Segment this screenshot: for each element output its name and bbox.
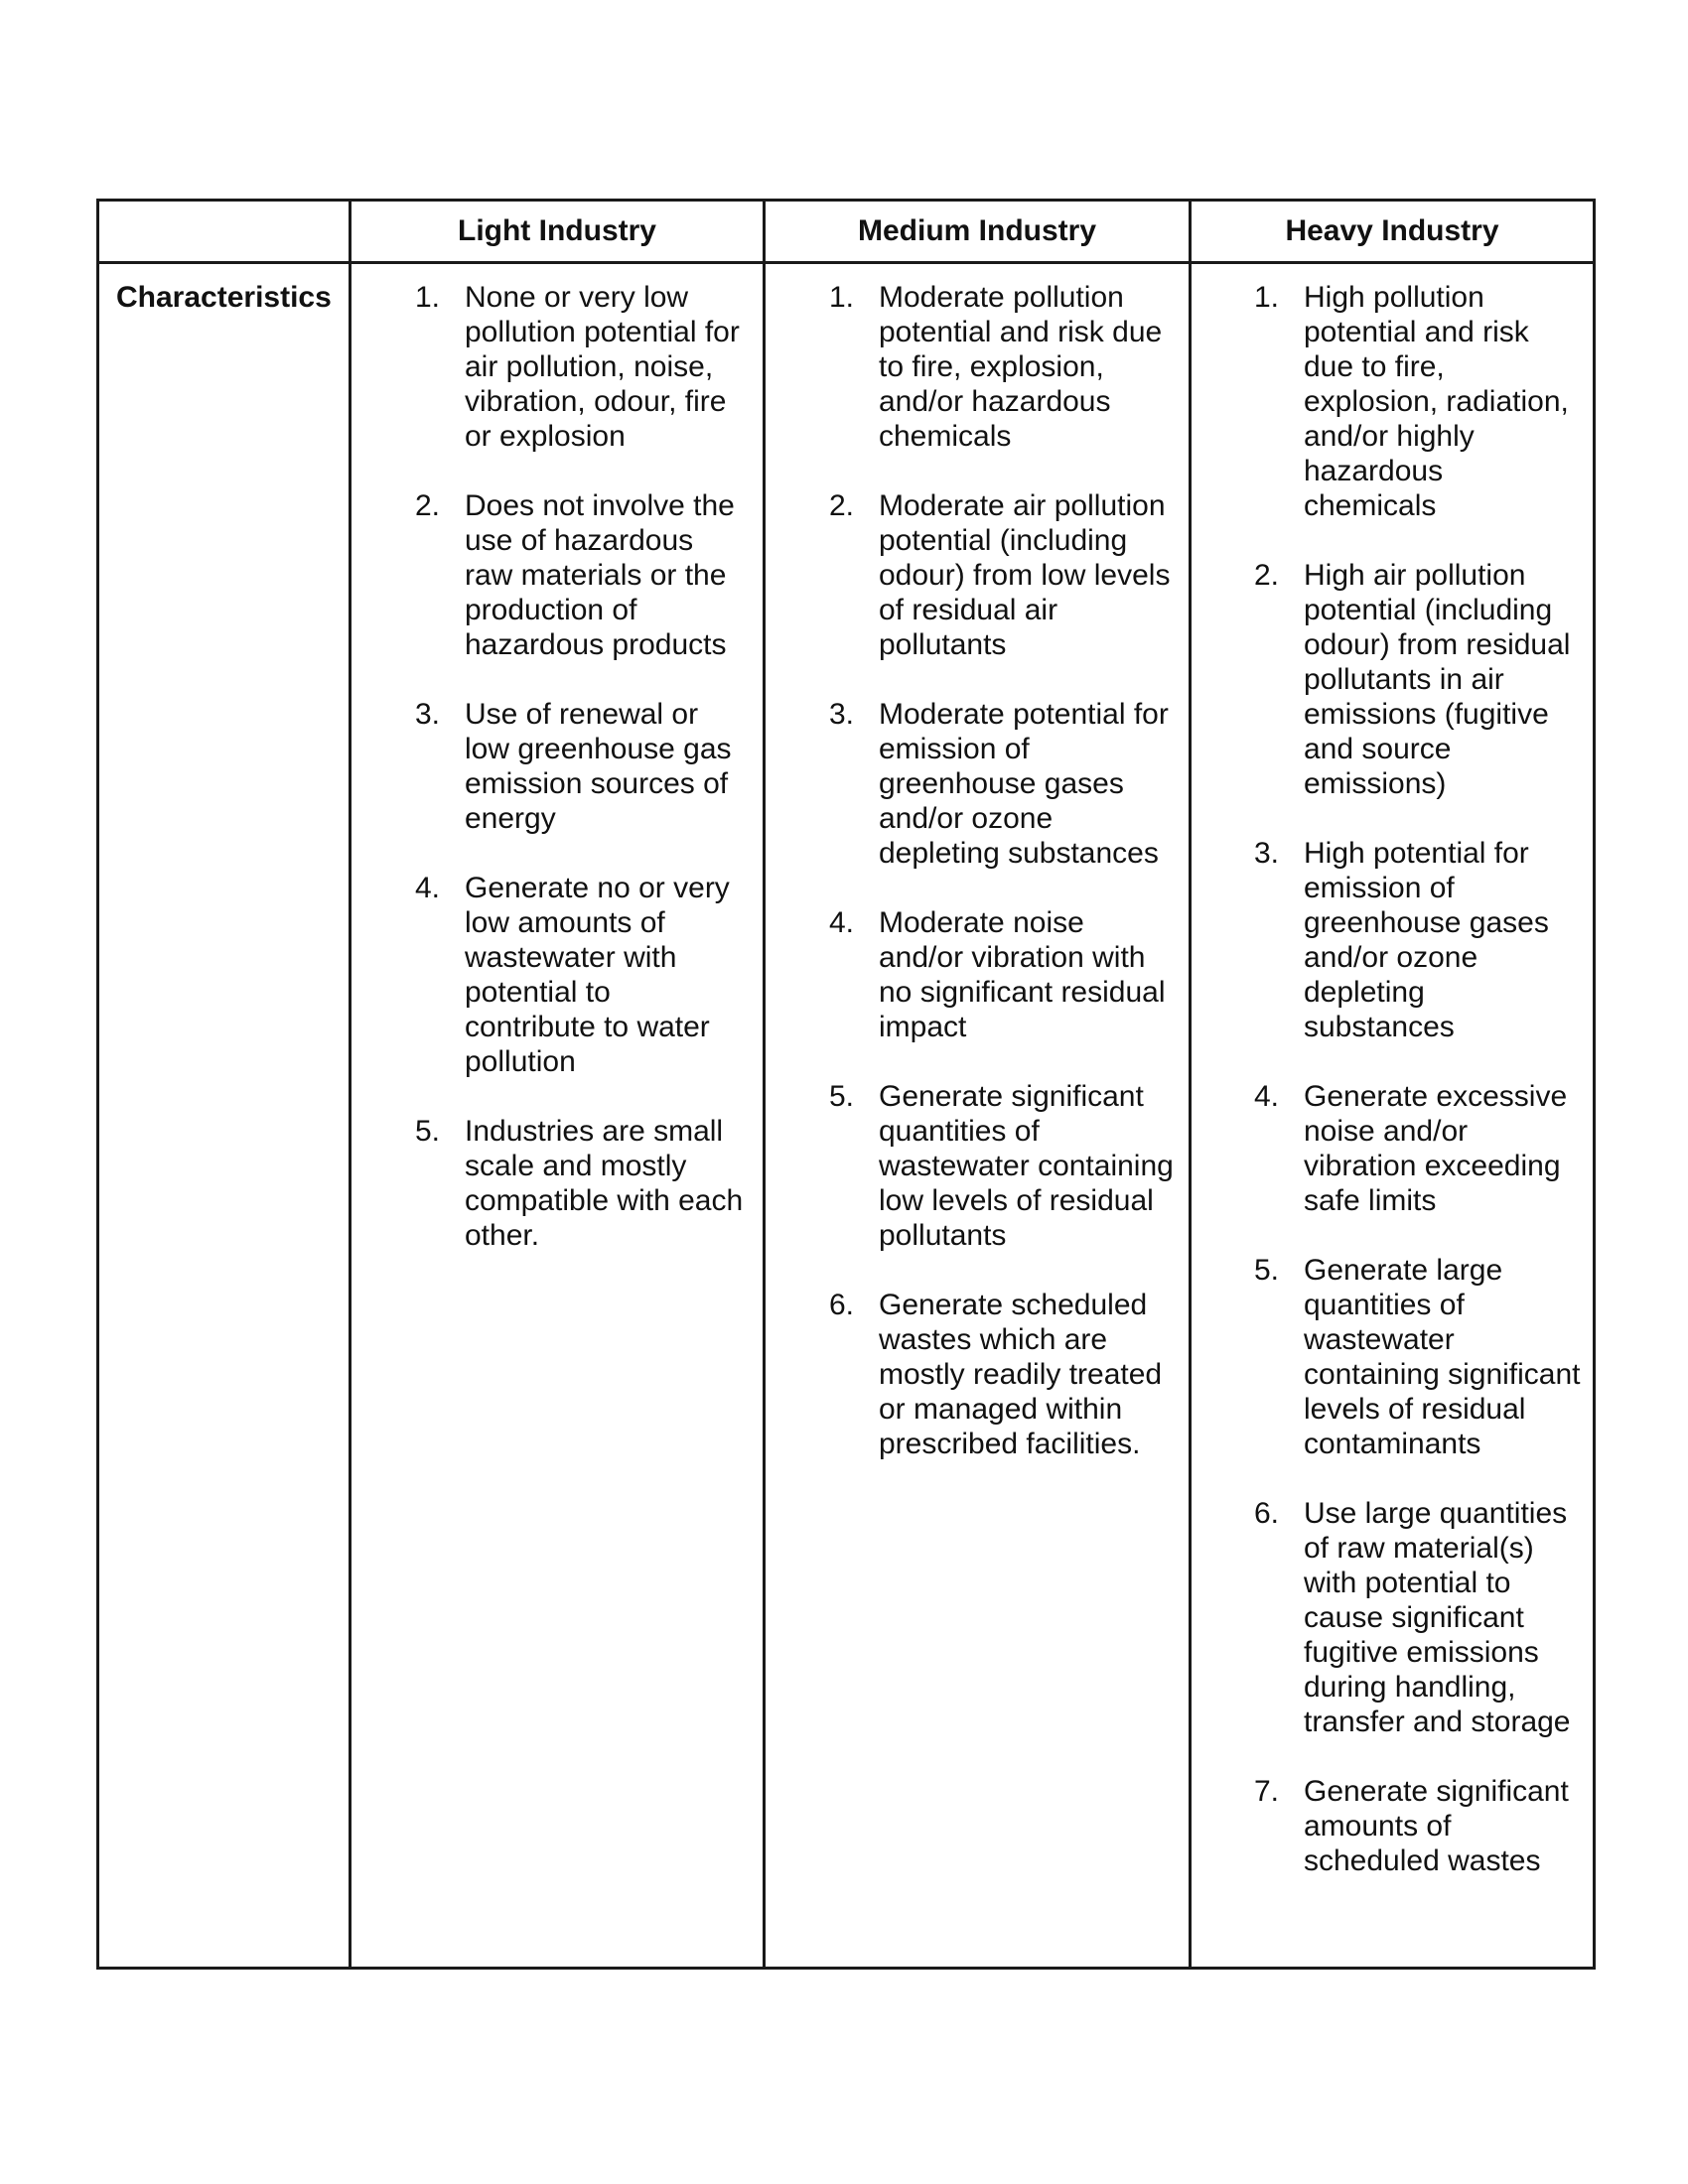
list-item: [1254, 1079, 1583, 1218]
list-item-text: High air pollution potential (including odour) from residual pollutants in air emissions (fugitive and source emissions): [1304, 559, 1571, 800]
table-body: [98, 263, 1595, 1969]
list-item-number: 3.: [415, 698, 441, 731]
list-item-text: Moderate air pollution potential (including odour) from low levels of residual air pollutants: [879, 489, 1171, 661]
header-medium-industry: Medium Industry: [765, 201, 1191, 263]
table-header: [98, 201, 1595, 263]
header-heavy-industry: Heavy Industry: [1191, 201, 1595, 263]
medium-industry-cell: [765, 263, 1191, 1969]
list-item-text: Moderate potential for emission of greenhouse gases and/or ozone depleting substances: [879, 698, 1169, 870]
list-item-number: 4.: [415, 872, 441, 904]
list-item: [1254, 1253, 1583, 1461]
list-item-text: Generate large quantities of wastewater containing significant levels of residual contaminants: [1304, 1254, 1581, 1460]
list-item: [829, 488, 1175, 662]
header-row: [98, 201, 1595, 263]
list-item: [415, 280, 747, 454]
list-item-text: Generate no or very low amounts of wastewater with potential to contribute to water pollution: [465, 872, 730, 1078]
list-item-text: Moderate pollution potential and risk due to fire, explosion, and/or hazardous chemicals: [879, 281, 1163, 453]
list-item: [829, 280, 1175, 454]
list-item: [1254, 280, 1583, 523]
list-item: [415, 488, 747, 662]
header-empty-cell: [98, 201, 351, 263]
list-item-number: 6.: [1254, 1497, 1280, 1530]
list-item-text: Industries are small scale and mostly compatible with each other.: [465, 1115, 744, 1252]
list-item: [829, 1079, 1175, 1253]
list-item: [829, 697, 1175, 871]
list-item: [1254, 1496, 1583, 1739]
table-row: [98, 263, 1595, 1969]
list-item-number: 3.: [1254, 837, 1280, 870]
light-industry-cell: [351, 263, 765, 1969]
industry-characteristics-table: [96, 199, 1596, 1970]
list-item-text: Generate significant quantities of wastewater containing low levels of residual pollutants: [879, 1080, 1174, 1252]
list-item-number: 6.: [829, 1289, 855, 1321]
heavy-industry-cell: [1191, 263, 1595, 1969]
list-item-number: 1.: [829, 281, 855, 314]
list-item-number: 1.: [1254, 281, 1280, 314]
list-item-number: 5.: [829, 1080, 855, 1113]
list-item-text: Moderate noise and/or vibration with no significant residual impact: [879, 906, 1166, 1043]
medium-industry-list: [829, 280, 1175, 1461]
list-item-text: Use large quantities of raw material(s) with potential to cause significant fugitive emissions during handling, transfer and storage: [1304, 1497, 1571, 1738]
list-item: [1254, 558, 1583, 801]
list-item: [415, 871, 747, 1079]
list-item-number: 2.: [415, 489, 441, 522]
list-item-number: 7.: [1254, 1775, 1280, 1808]
light-industry-list: [415, 280, 747, 1253]
list-item-text: Generate scheduled wastes which are mostly readily treated or managed within prescribed facilities.: [879, 1289, 1163, 1460]
list-item-text: None or very low pollution potential for air pollution, noise, vibration, odour, fire or explosion: [465, 281, 740, 453]
list-item: [1254, 836, 1583, 1044]
list-item-number: 5.: [415, 1115, 441, 1148]
list-item-text: High potential for emission of greenhouse gases and/or ozone depleting substances: [1304, 837, 1549, 1043]
list-item-number: 4.: [1254, 1080, 1280, 1113]
list-item: [829, 905, 1175, 1044]
row-label-characteristics: Characteristics: [98, 263, 351, 1969]
list-item-text: Generate significant amounts of scheduled wastes: [1304, 1775, 1569, 1877]
list-item: [415, 1114, 747, 1253]
list-item-text: Does not involve the use of hazardous raw materials or the production of hazardous products: [465, 489, 735, 661]
list-item-text: High pollution potential and risk due to fire, explosion, radiation, and/or highly hazardous chemicals: [1304, 281, 1569, 522]
header-light-industry: Light Industry: [351, 201, 765, 263]
list-item-number: 4.: [829, 906, 855, 939]
list-item-number: 2.: [829, 489, 855, 522]
list-item-text: Generate excessive noise and/or vibration exceeding safe limits: [1304, 1080, 1568, 1217]
list-item-number: 2.: [1254, 559, 1280, 592]
heavy-industry-list: [1254, 280, 1583, 1878]
list-item-text: Use of renewal or low greenhouse gas emission sources of energy: [465, 698, 732, 835]
list-item: [415, 697, 747, 836]
list-item-number: 3.: [829, 698, 855, 731]
list-item-number: 1.: [415, 281, 441, 314]
list-item: [829, 1288, 1175, 1461]
list-item: [1254, 1774, 1583, 1878]
list-item-number: 5.: [1254, 1254, 1280, 1287]
